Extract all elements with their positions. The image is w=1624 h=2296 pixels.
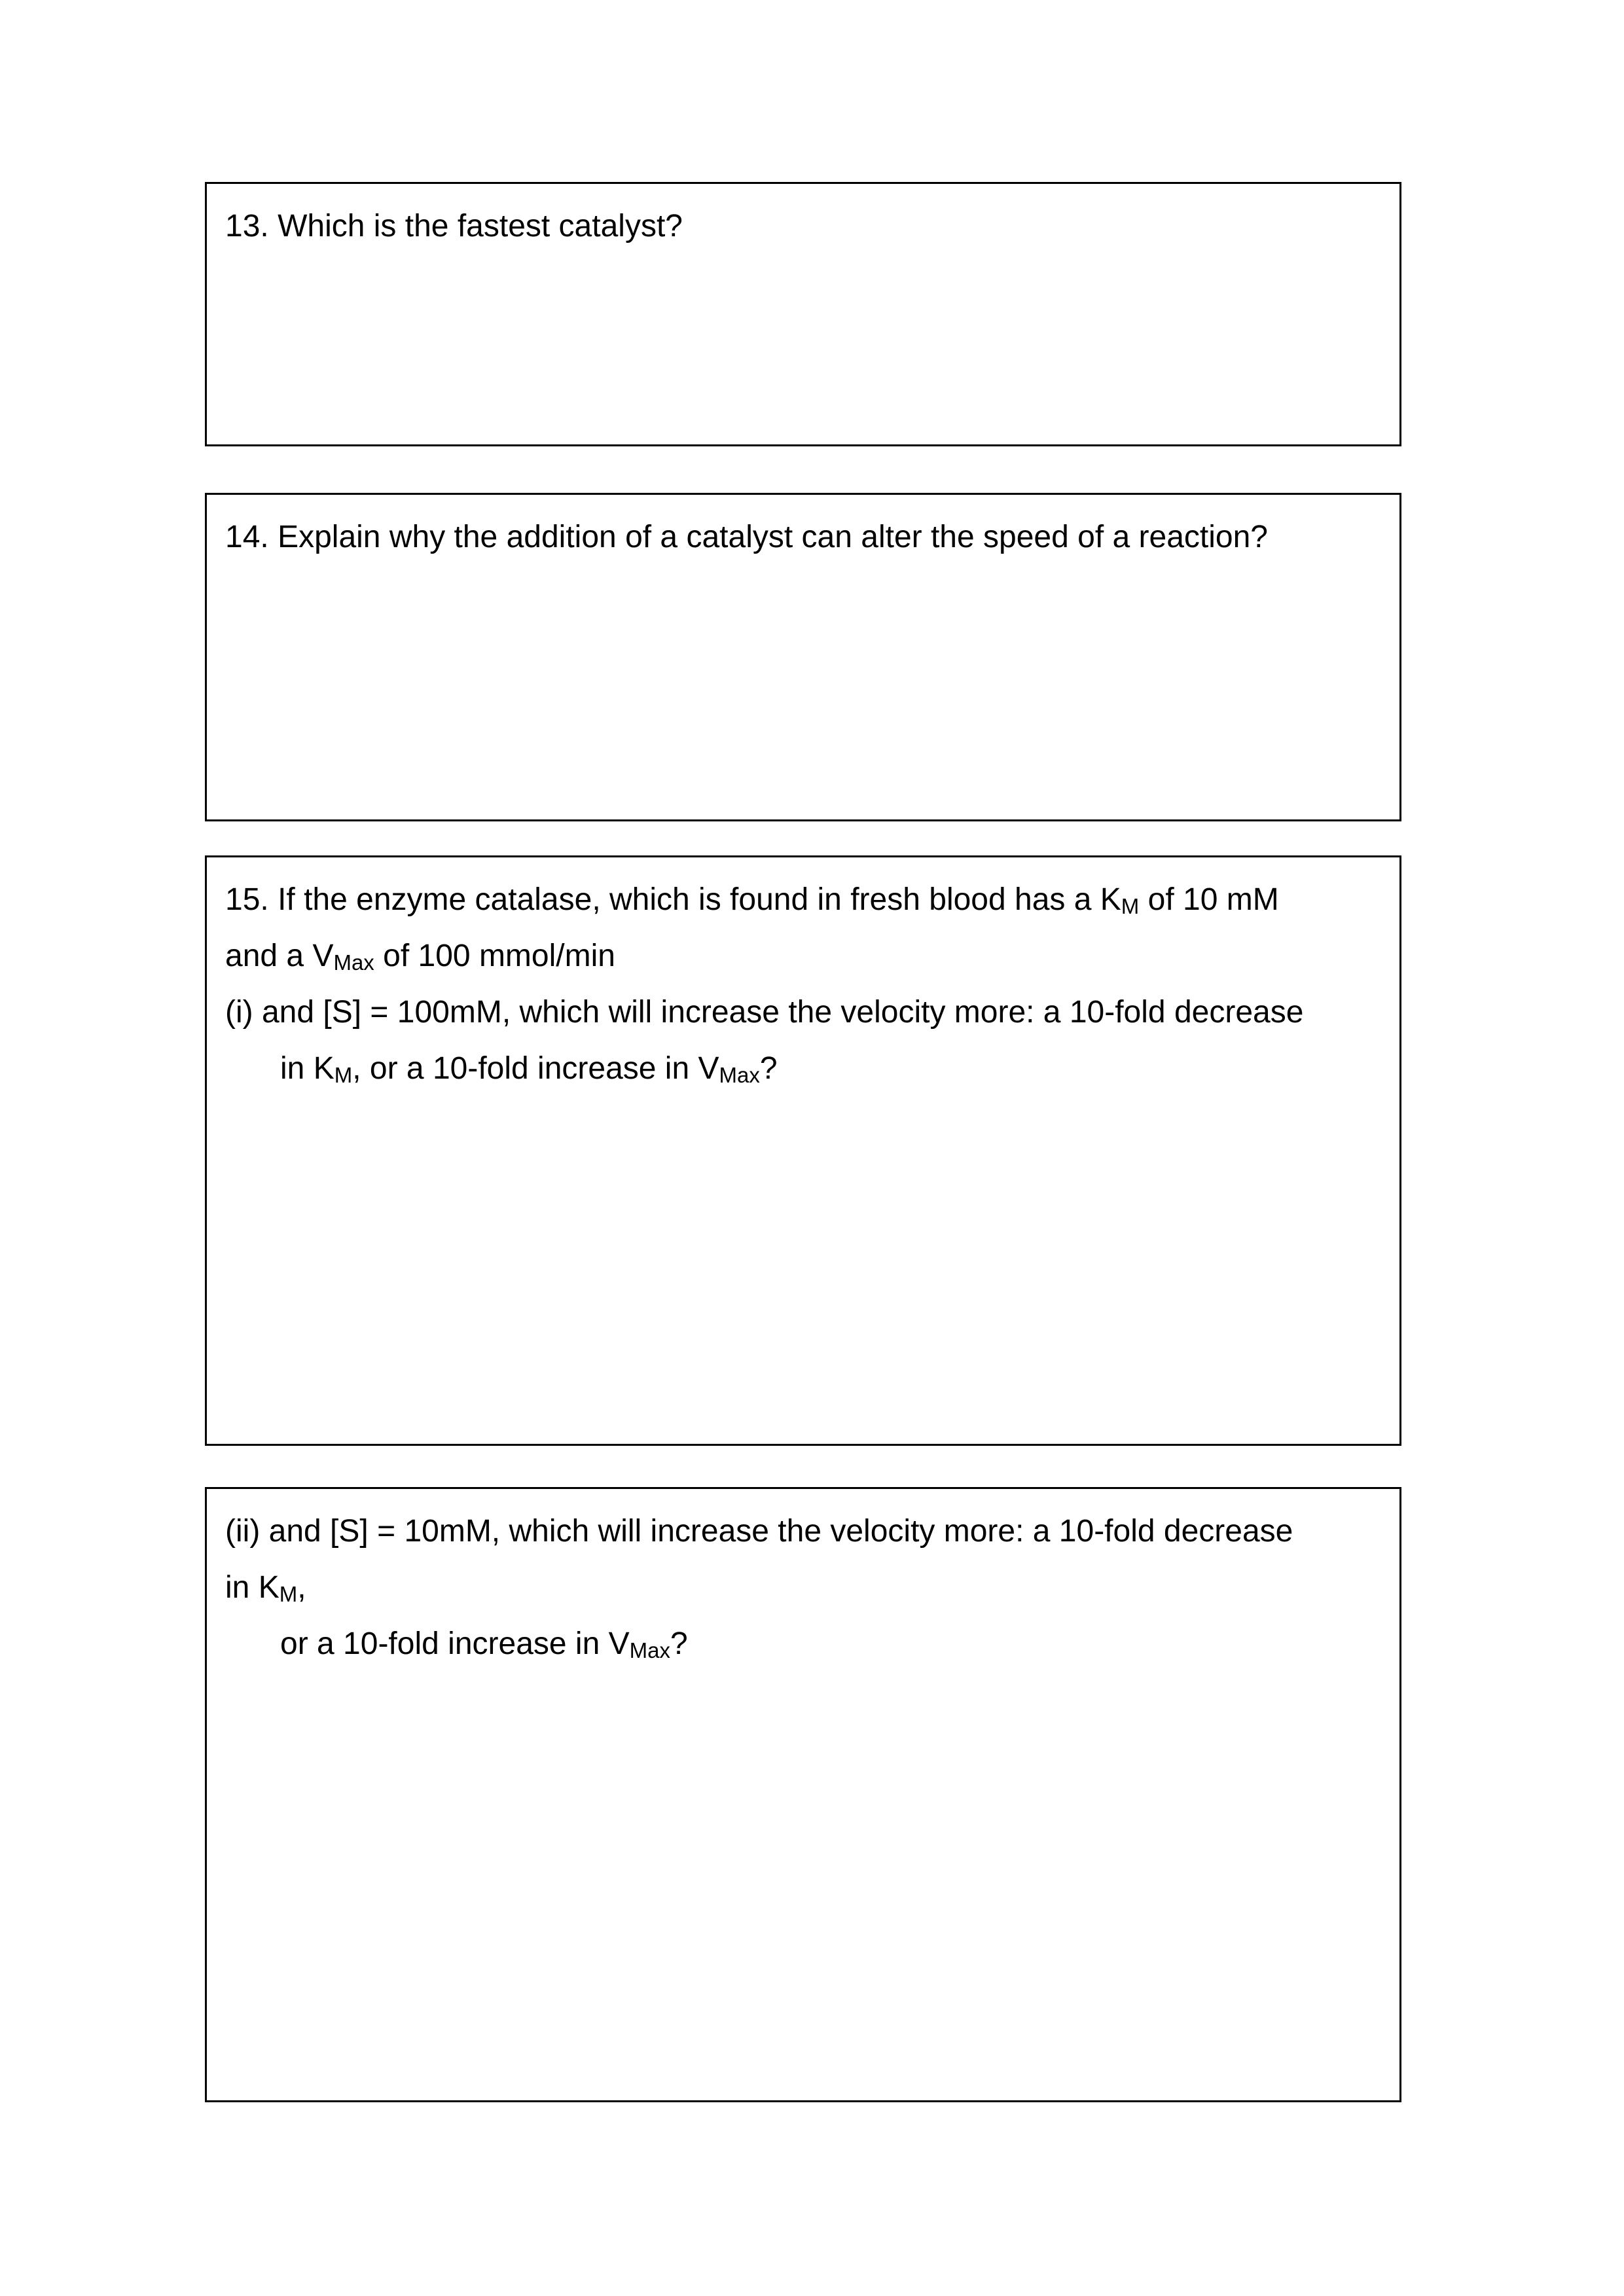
- question-15-line-1: 15. If the enzyme catalase, which is found in fresh blood has a $K_M$ of 10 mM: [225, 882, 1279, 918]
- question-15-answer-box: [205, 855, 1401, 1446]
- vmax-subscript: Max: [719, 1063, 760, 1087]
- question-14-answer-box: [205, 493, 1401, 821]
- question-13-text: 13. Which is the fastest catalyst?: [225, 209, 683, 243]
- question-15-part-ii: (ii) and [S] = 10mM, which will increase the velocity more: a 10-fold decrease: [225, 1514, 1293, 1549]
- question-15-part-i: (i) and [S] = 100mM, which will increase the velocity more: a 10-fold decrease: [225, 995, 1304, 1030]
- question-14-text: 14. Explain why the addition of a catalyst can alter the speed of a reaction?: [225, 520, 1268, 554]
- km-subscript: M: [334, 1063, 353, 1087]
- km-subscript: M: [1121, 894, 1140, 918]
- km-subscript: M: [279, 1582, 298, 1606]
- question-15-part-i-continued: in $K_M$, or a 10-fold increase in $V_{Max}$?: [280, 1051, 778, 1087]
- question-13-answer-box: [205, 182, 1401, 446]
- question-15-part-ii-line-3: or a 10-fold increase in $V_{Max}$?: [280, 1626, 688, 1662]
- vmax-subscript: Max: [629, 1638, 670, 1662]
- vmax-subscript: Max: [333, 950, 374, 975]
- question-15-part-ii-line-2: in $K_M$,: [225, 1570, 306, 1606]
- question-15-part-ii-answer-box: [205, 1487, 1401, 2102]
- question-15-line-2: and a $V_{Max}$ of 100 mmol/min: [225, 939, 615, 975]
